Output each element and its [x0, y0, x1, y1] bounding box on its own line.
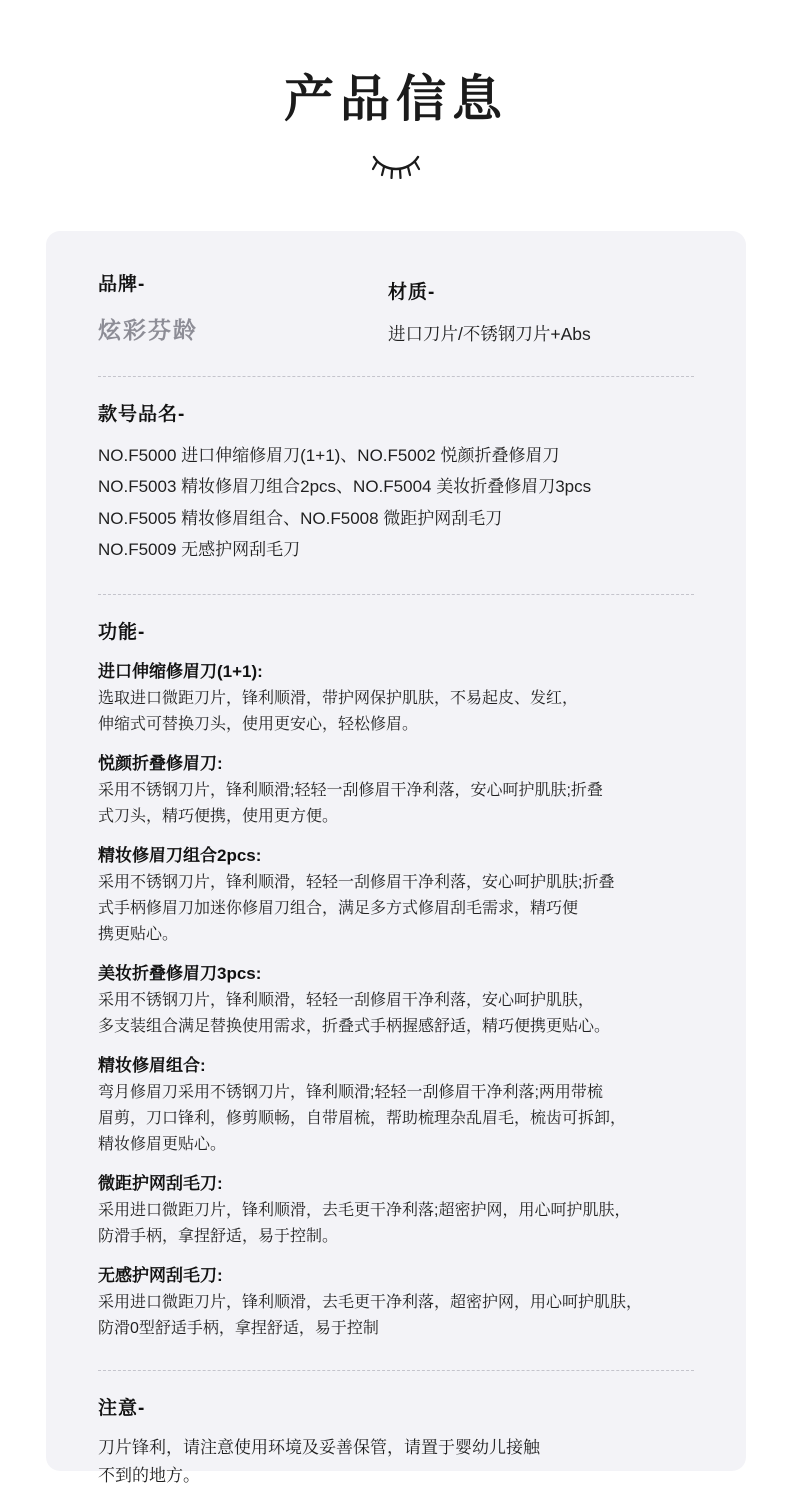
feature-title: 精妆修眉刀组合2pcs:	[98, 845, 262, 865]
feature-line: 采用不锈钢刀片，锋利顺滑;轻轻一刮修眉干净利落，安心呵护肌肤;折叠	[98, 781, 603, 799]
feature-line: 弯月修眉刀采用不锈钢刀片，锋利顺滑;轻轻一刮修眉干净利落;两用带梳	[98, 1083, 603, 1101]
feature-line: 采用不锈钢刀片，锋利顺滑，轻轻一刮修眉干净利落，安心呵护肌肤;折叠	[98, 873, 615, 891]
feature-line: 式刀头，精巧便携，使用更方便。	[98, 807, 339, 825]
feature-line: 采用不锈钢刀片，锋利顺滑，轻轻一刮修眉干净利落，安心呵护肌肤，	[98, 991, 595, 1009]
notice-block	[98, 1393, 694, 1492]
material-block	[388, 269, 694, 348]
feature-line: 式手柄修眉刀加迷你修眉刀组合，满足多方式修眉刮毛需求，精巧便	[98, 899, 579, 917]
functions-label: 功能-	[98, 621, 146, 643]
material-value: 进口刀片/不锈钢刀片+Abs	[388, 324, 591, 344]
feature-item	[98, 1052, 694, 1158]
feature-item	[98, 1170, 694, 1250]
brand-block	[98, 269, 388, 345]
feature-item	[98, 960, 694, 1040]
eyelash-ornament	[0, 153, 792, 183]
feature-line: 选取进口微距刀片，锋利顺滑，带护网保护肌肤，不易起皮、发红，	[98, 689, 579, 707]
eyelash-icon	[370, 153, 422, 184]
feature-title: 微距护网刮毛刀:	[98, 1173, 223, 1193]
models-block	[98, 399, 694, 566]
page-header	[0, 0, 792, 183]
model-line: NO.F5005 精妆修眉组合、NO.F5008 微距护网刮毛刀	[98, 508, 503, 528]
page-title: 产品信息	[284, 71, 508, 127]
product-info-card	[46, 231, 746, 1486]
divider-3	[98, 1370, 694, 1371]
feature-line: 伸缩式可替换刀头，使用更安心，轻松修眉。	[98, 715, 419, 733]
feature-line: 精妆修眉更贴心。	[98, 1135, 227, 1153]
divider-1	[98, 376, 694, 377]
feature-title: 悦颜折叠修眉刀:	[98, 753, 223, 773]
divider-2	[98, 594, 694, 595]
feature-title: 进口伸缩修眉刀(1+1):	[98, 661, 263, 681]
model-line: NO.F5009 无感护网刮毛刀	[98, 540, 301, 560]
feature-line: 采用进口微距刀片，锋利顺滑，去毛更干净利落，超密护网，用心呵护肌肤，	[98, 1293, 643, 1311]
feature-line: 防滑0型舒适手柄，拿捏舒适，易于控制	[98, 1319, 379, 1337]
feature-item	[98, 658, 694, 738]
model-line: NO.F5003 精妆修眉刀组合2pcs、NO.F5004 美妆折叠修眉刀3pcs	[98, 477, 592, 497]
feature-line: 眉剪，刀口锋利，修剪顺畅，自带眉梳，帮助梳理杂乱眉毛，梳齿可拆卸，	[98, 1109, 627, 1127]
feature-item	[98, 1262, 694, 1342]
feature-title: 精妆修眉组合:	[98, 1055, 206, 1075]
feature-line: 采用进口微距刀片，锋利顺滑，去毛更干净利落;超密护网，用心呵护肌肤，	[98, 1201, 631, 1219]
feature-item	[98, 842, 694, 948]
notice-line: 刀片锋利，请注意使用环境及妥善保管，请置于婴幼儿接触	[98, 1437, 540, 1457]
brand-label: 品牌-	[98, 274, 146, 295]
brand-material-row	[98, 269, 694, 348]
feature-item	[98, 750, 694, 830]
feature-line: 防滑手柄，拿捏舒适，易于控制。	[98, 1227, 339, 1245]
feature-title: 美妆折叠修眉刀3pcs:	[98, 963, 262, 983]
feature-line: 多支装组合满足替换使用需求，折叠式手柄握感舒适，精巧便携更贴心。	[98, 1017, 611, 1035]
functions-block	[98, 617, 694, 1342]
models-list	[98, 440, 694, 566]
models-label: 款号品名-	[98, 404, 186, 425]
feature-line: 携更贴心。	[98, 925, 179, 943]
notice-line: 不到的地方。	[98, 1466, 200, 1486]
model-line: NO.F5000 进口伸缩修眉刀(1+1)、NO.F5002 悦颜折叠修眉刀	[98, 446, 560, 465]
brand-value: 炫彩芬龄	[98, 317, 198, 343]
notice-label: 注意-	[98, 1397, 146, 1419]
functions-list	[98, 658, 694, 1342]
feature-title: 无感护网刮毛刀:	[98, 1265, 223, 1285]
material-label: 材质-	[388, 282, 436, 303]
